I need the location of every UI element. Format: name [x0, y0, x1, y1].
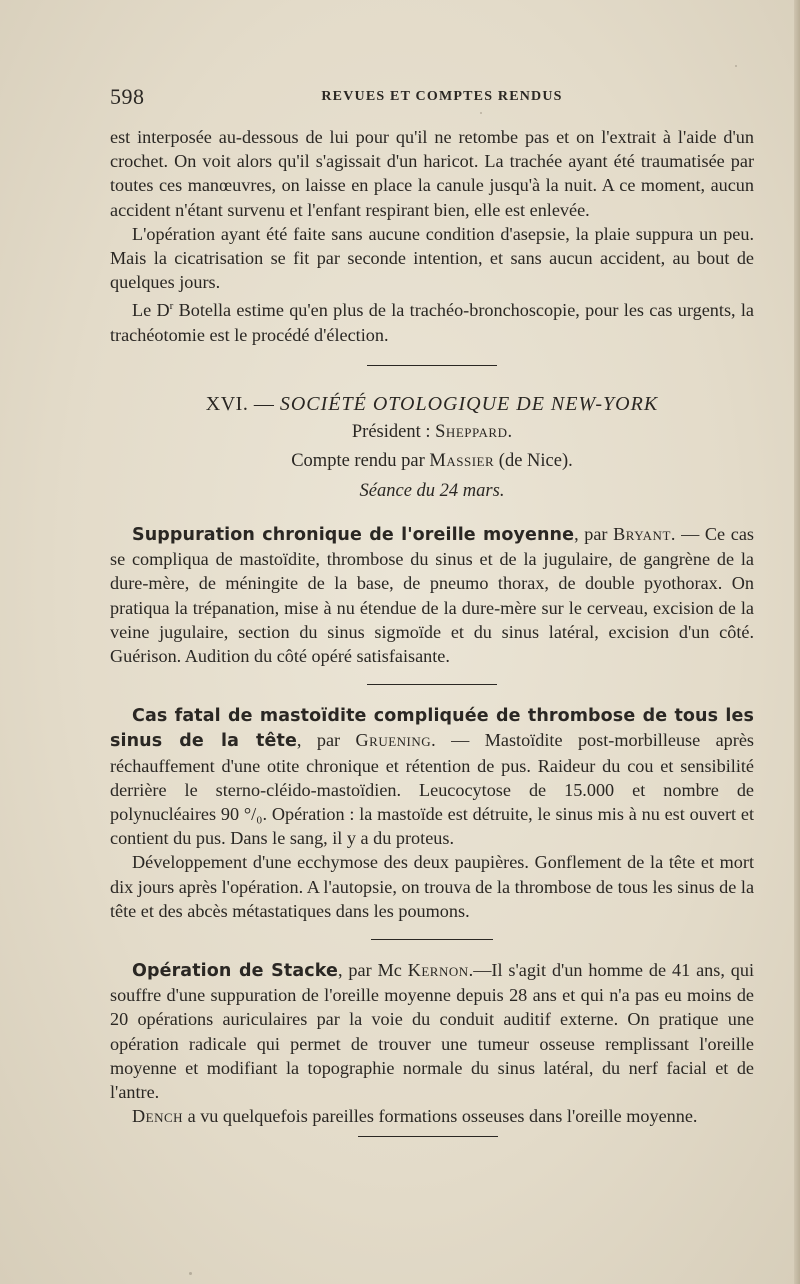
paper-speck: [189, 1272, 192, 1275]
doctor-abbrev: Le D: [132, 300, 170, 321]
report-name: Massier: [429, 450, 495, 471]
president-name: Sheppard: [435, 421, 508, 442]
paragraph-continued: est interposée au-dessous de lui pour qu'il ne retombe pas et on l'extrait à l'aide d'un crochet. On voit alors qu'il s'agissait d'un haricot. La trachée ayant été traumatisée par toutes ces manœuvres, on laisse en place la canule jusqu'à la nuit. A ce moment, aucun accident n'étant survenu et l'enfant respirant bien, elle est enlevée.: [110, 127, 754, 220]
article-by: , par: [296, 730, 356, 751]
report-suffix: (de Nice).: [494, 450, 573, 471]
paragraph-asepsie: L'opération ayant été faite sans aucune condition d'asepsie, la plaie suppura un peu. Mais la cicatrisation se fit par seconde intention, et sans aucun accident, au bout de quelques jours.: [110, 223, 754, 293]
running-title: REVUES ET COMPTES RENDUS: [321, 89, 563, 104]
separator-rule: [371, 939, 493, 940]
end-rule: [358, 1136, 498, 1137]
article-heading: Suppuration chronique de l'oreille moyenne: [132, 524, 575, 545]
president-end: .: [507, 421, 513, 442]
section-name: SOCIÉTÉ OTOLOGIQUE DE NEW-YORK: [279, 392, 659, 415]
president-line: [110, 418, 754, 447]
article-body: . — Mastoïdite post-morbilleuse après réchauffement d'une otite chronique et rétention de pus. Raideur du cou et sensibilité derrière le sterno-cléido-mastoïdien. Leucocytose de 15.000 et nombre de polynucléaires 90 °/₀. Opération : la mastoïde est détruite, le sinus mis à nu est ouvert et contient du pus. Dans le sang, il y a du proteus.: [110, 730, 754, 849]
article-bryant: [110, 522, 754, 668]
page-number: 598: [110, 84, 145, 109]
article-by: , par Mc: [337, 959, 408, 980]
dench-name: Dench: [132, 1106, 184, 1127]
separator-rule: [367, 684, 497, 685]
seance-date: Séance du 24 mars.: [359, 480, 505, 501]
article-gruening-para2: Développement d'une ecchymose des deux paupières. Gonflement de la tête et mort dix jours après l'opération. A l'autopsie, on trouva de la thrombose de tous les sinus de la tête et des abcès métastatiques dans les poumons.: [110, 852, 755, 921]
article-heading: Cas fatal de mastoïdite compliquée de thrombose de tous les sinus de la tête: [110, 706, 754, 752]
separator-rule: [367, 365, 497, 366]
president-label: Président :: [351, 421, 436, 442]
article-heading: Opération de Stacke: [132, 960, 338, 981]
running-head: [110, 84, 754, 112]
paragraph-botella-text: Botella estime qu'en plus de la trachéo-bronchoscopie, pour les cas urgents, la trachéotomie est le procédé d'élection.: [110, 300, 754, 345]
article-kernon: [110, 958, 754, 1104]
section-number: XVI. —: [205, 392, 280, 415]
paper-speck: [735, 65, 737, 67]
article-author: Kernon: [407, 959, 469, 980]
report-line: [110, 447, 754, 476]
section-title: [110, 390, 754, 418]
article-gruening: [110, 703, 754, 850]
doctor-abbrev-sup: r: [169, 300, 174, 313]
report-prefix: Compte rendu par: [291, 450, 430, 471]
paper-speck: [480, 112, 482, 114]
article-body: . — Ce cas se compliqua de mastoïdite, thrombose du sinus et de la jugulaire, de gangrène de la dure-mère, de méningite de la base, de pneumo thorax, de double pyothorax. On pratiqua la trépanation, mise à nu étendue de la dure-mère sur le cerveau, excision de la veine jugulaire, section du sinus sigmoïde et du sinus latéral, excision d'un côté. Guérison. Audition du côté opéré satisfaisante.: [110, 523, 754, 666]
paragraph-botella: [110, 294, 754, 346]
article-body: .—Il s'agit d'un homme de 41 ans, qui souffre d'une suppuration de l'oreille moyenne depuis 28 ans et qui n'a pas eu moins de 20 opérations auriculaires par la voie du conduit auditif externe. On pratique une opération radicale qui permet de trouver une tumeur osseuse remplissant l'oreille moyenne et modifiant la topographie normale du sinus latéral, du nerf facial et de l'antre.: [110, 959, 755, 1102]
page-edge-shadow: [794, 0, 800, 1284]
article-by: , par: [574, 523, 614, 544]
article-author: Bryant: [613, 523, 671, 544]
article-author: Gruening: [355, 730, 432, 751]
dench-text: a vu quelquefois pareilles formations osseuses dans l'oreille moyenne.: [183, 1106, 698, 1127]
page-body: [110, 125, 754, 1137]
article-kernon-para2: [110, 1104, 754, 1128]
